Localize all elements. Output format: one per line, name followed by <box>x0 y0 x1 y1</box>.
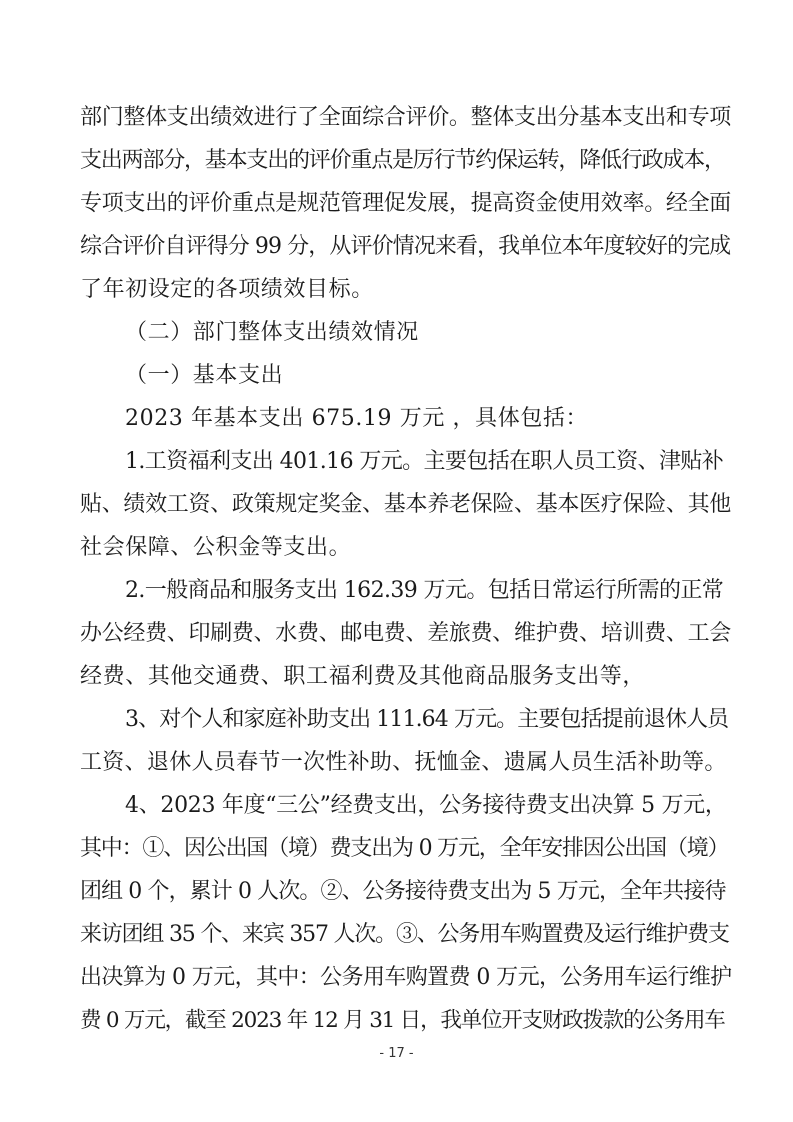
paragraph-line: 费 0 万元，截至 2023 年 12 月 31 日，我单位开支财政拨款的公务用车 <box>80 1008 725 1033</box>
paragraph-line: 支出两部分，基本支出的评价重点是厉行节约保运转，降低行政成本， <box>80 148 725 173</box>
paragraph-line: 专项支出的评价重点是规范管理促发展，提高资金使用效率。经全面 <box>80 191 732 216</box>
subsection-heading: （一）基本支出 <box>125 363 284 388</box>
paragraph-line: 工资、退休人员春节一次性补助、抚恤金、遗属人员生活补助等。 <box>80 750 727 775</box>
paragraph-line: 部门整体支出绩效进行了全面综合评价。整体支出分基本支出和专项 <box>80 105 732 130</box>
paragraph-line: 2023 年基本支出 675.19 万元 ，具体包括： <box>125 406 589 431</box>
paragraph-line: 来访团组 35 个、来宾 357 人次。③、公务用车购置费及运行维护费支 <box>80 922 729 947</box>
paragraph-line: 贴、绩效工资、政策规定奖金、基本养老保险、基本医疗保险、其他 <box>80 492 732 517</box>
paragraph-line: 4、2023 年度“三公”经费支出，公务接待费支出决算 5 万元， <box>125 793 727 818</box>
paragraph-line: 其中：①、因公出国（境）费支出为 0 万元，全年安排因公出国（境） <box>80 836 729 861</box>
paragraph-line: 办公经费、印刷费、水费、邮电费、差旅费、维护费、培训费、工会 <box>80 621 732 646</box>
paragraph-line: 团组 0 个，累计 0 人次。②、公务接待费支出为 5 万元，全年共接待 <box>80 879 726 904</box>
paragraph-line: 了年初设定的各项绩效目标。 <box>80 277 374 302</box>
page-number: - 17 - <box>379 1046 414 1061</box>
paragraph-line: 经费、其他交通费、职工福利费及其他商品服务支出等， <box>80 664 646 689</box>
paragraph-line: 社会保障、公积金等支出。 <box>80 535 352 560</box>
paragraph-line: 出决算为 0 万元，其中：公务用车购置费 0 万元，公务用车运行维护 <box>80 965 732 990</box>
paragraph-line: 2.一般商品和服务支出 162.39 万元。包括日常运行所需的正常 <box>125 578 724 603</box>
paragraph-line: 3、对个人和家庭补助支出 111.64 万元。主要包括提前退休人员 <box>125 707 729 732</box>
section-heading: （二）部门整体支出绩效情况 <box>125 320 419 345</box>
paragraph-line: 综合评价自评得分 99 分，从评价情况来看，我单位本年度较好的完成 <box>80 234 731 259</box>
paragraph-line: 1.工资福利支出 401.16 万元。主要包括在职人员工资、津贴补 <box>125 449 724 474</box>
